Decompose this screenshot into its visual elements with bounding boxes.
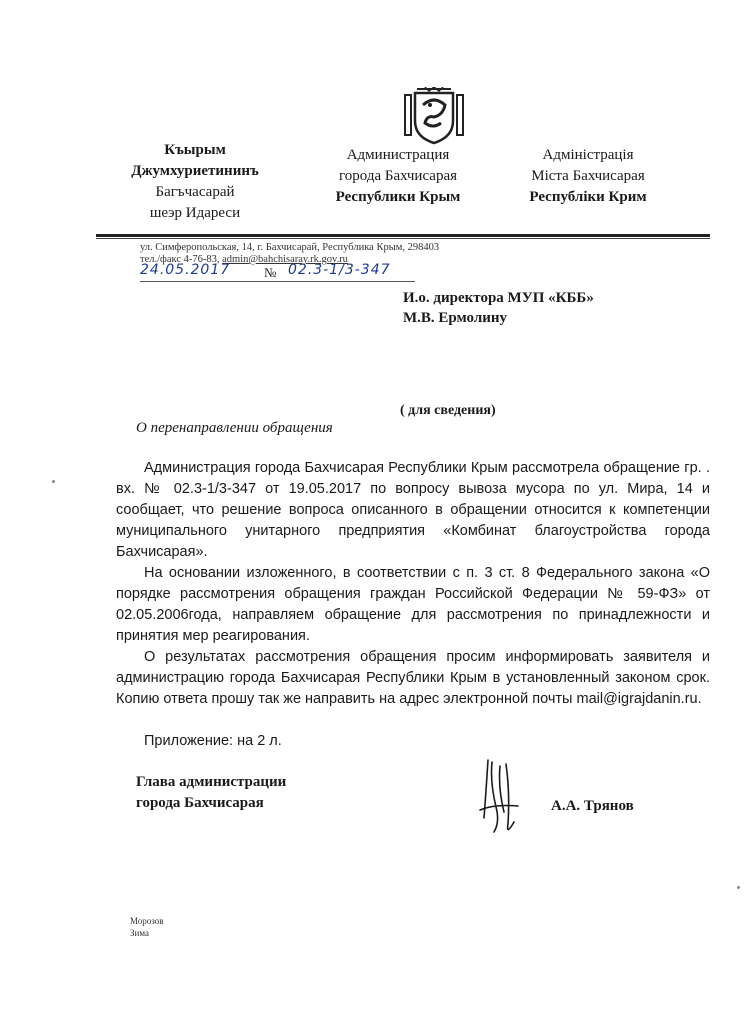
address-line1: ул. Симферопольская, 14, г. Бахчисарай, Республика Крым, 298403	[140, 242, 440, 253]
registration-underline	[140, 281, 415, 282]
signatory-position-line2: города Бахчисарая	[136, 795, 264, 811]
signatory-position-line1: Глава администрации	[136, 774, 287, 790]
header-left-line4: шеэр Идареси	[149, 205, 241, 221]
letter-body	[116, 458, 710, 710]
header-left-crimean-tatar	[110, 140, 280, 224]
header-center-line2: города Бахчисарая	[338, 168, 458, 184]
header-center-line1: Администрация	[346, 147, 450, 163]
header-left-line3: Багъчасарай	[155, 184, 235, 200]
header-right-ukrainian	[508, 145, 668, 208]
crimea-coat-of-arms-icon	[403, 87, 465, 145]
signatory-position	[136, 772, 286, 814]
registration-number-sign: №	[264, 265, 277, 280]
header-divider-thick	[96, 234, 710, 237]
executor-block	[130, 915, 164, 939]
address-phone: тел./факс 4-76-83,	[140, 254, 223, 265]
recipient-name: М.В. Ермолину	[403, 310, 508, 326]
attachment-note: Приложение: на 2 л.	[144, 733, 282, 749]
letter-subject: О перенаправлении обращения	[136, 420, 333, 436]
recipient-block	[403, 288, 594, 328]
body-paragraph-3: О результатах рассмотрения обращения просим информировать заявителя и администрацию города Бахчисарая Республики Крым в установленный законом срок. Копию ответа прошу так же направить на адрес электронной почты mail@igrajdanin.ru.	[116, 649, 710, 707]
header-center-line3: Республики Крым	[335, 189, 461, 205]
recipient-position: И.о. директора МУП «КББ»	[403, 290, 594, 306]
executor-line1: Морозов	[130, 916, 164, 926]
body-paragraph-1: Администрация города Бахчисарая Республики Крым рассмотрела обращение гр. . вх. № 02.3-1/3-347 от 19.05.2017 по вопросу вывоза мусора по ул. Мира, 14 и сообщает, что решение вопроса описанного в обращении относится к компетенции муниципального унитарного предприятия «Комбинат благоустройства города Бахчисарая».	[116, 460, 710, 560]
address-email-link[interactable]: admin@bahchisaray.rk.gov.ru	[222, 254, 348, 265]
body-paragraph-2: На основании изложенного, в соответствии с п. 3 ст. 8 Федерального закона «О порядке рассмотрения обращения граждан Российской Федерации № 59-ФЗ» от 02.05.2006года, направляем обращение для рассмотрения по принадлежности и принятия мер реагирования.	[116, 565, 710, 644]
header-center-russian	[318, 145, 478, 208]
header-left-line2: Джумхуриетининъ	[131, 163, 259, 179]
header-right-line1: Адміністрація	[542, 147, 634, 163]
registration-date: 24.05.2017	[140, 262, 231, 278]
registration-number: 02.3-1/3-347	[288, 262, 391, 278]
handwritten-signature	[470, 752, 530, 842]
header-divider-thin	[96, 238, 710, 239]
scan-speck	[737, 886, 740, 889]
header-left-line1: Къырым	[164, 142, 226, 158]
executor-line2: Зима	[130, 928, 149, 938]
for-info-note: ( для сведения)	[400, 403, 496, 418]
scan-speck	[52, 480, 55, 483]
header-right-line3: Республіки Крим	[529, 189, 647, 205]
header-right-line2: Міста Бахчисарая	[531, 168, 645, 184]
signatory-name: А.А. Трянов	[551, 798, 634, 814]
